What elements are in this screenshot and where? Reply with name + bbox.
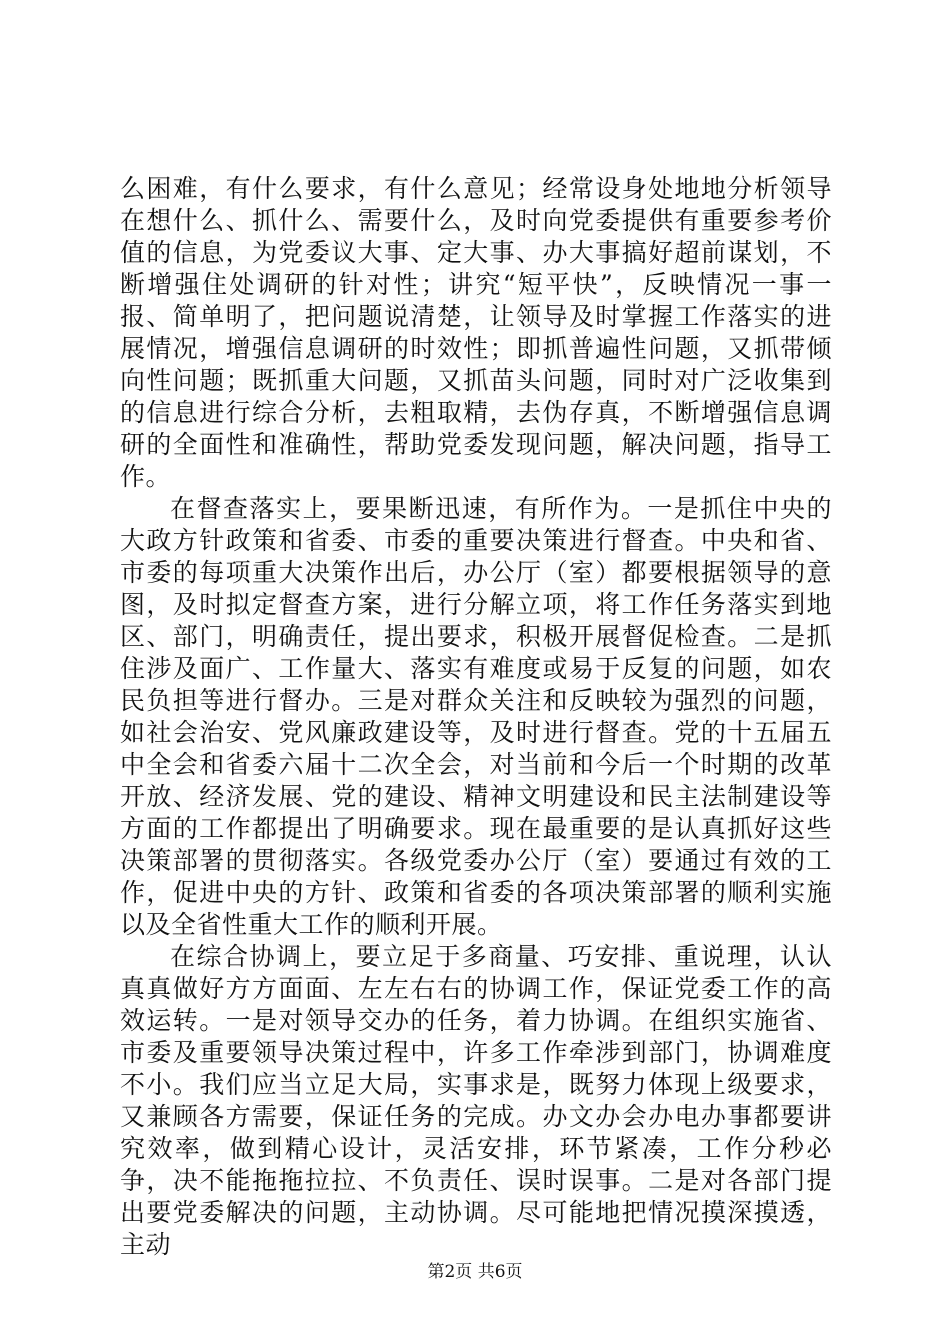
paragraph-coordination: 在综合协调上，要立足于多商量、巧安排、重说理，认认真真做好方方面面、左左右右的协调工作，保证党委工作的高效运转。一是对领导交办的任务，着力协调。在组织实施省、市委及重要领导决策过程中，许多工作牵涉到部门，协调难度不小。我们应当立足大局，实事求是，既努力体现上级要求，又兼顾各方需要，保证任务的完成。办文办会办电办事都要讲究效率，做到精心设计，灵活安排，环节紧凑，工作分秒必争，决不能拖拖拉拉、不负责任、误时误事。二是对各部门提出要党委解决的问题，主动协调。尽可能地把情况摸深摸透，主动 [120, 942, 832, 1259]
body-text [120, 173, 832, 1261]
paragraph-continuation: 么困难，有什么要求，有什么意见；经常设身处地地分析领导在想什么、抓什么、需要什么，及时向党委提供有重要参考价值的信息，为党委议大事、定大事、办大事搞好超前谋划，不断增强住处调研的针对性；讲究“短平快”，反映情况一事一报、简单明了，把问题说清楚，让领导及时掌握工作落实的进展情况，增强信息调研的时效性；即抓普遍性问题，又抓带倾向性问题；既抓重大问题，又抓苗头问题，同时对广泛收集到的信息进行综合分析，去粗取精，去伪存真，不断增强信息调研的全面性和准确性，帮助党委发现问题，解决问题，指导工作。 [120, 174, 832, 491]
paragraph-supervision: 在督查落实上，要果断迅速，有所作为。一是抓住中央的大政方针政策和省委、市委的重要决策进行督查。中央和省、市委的每项重大决策作出后，办公厅（室）都要根据领导的意图，及时拟定督查方案，进行分解立项，将工作任务落实到地区、部门，明确责任，提出要求，积极开展督促检查。二是抓住涉及面广、工作量大、落实有难度或易于反复的问题，如农民负担等进行督办。三是对群众关注和反映较为强烈的问题，如社会治安、党风廉政建设等，及时进行督查。党的十五届五中全会和省委六届十二次全会，对当前和今后一个时期的改革开放、经济发展、党的建设、精神文明建设和民主法制建设等方面的工作都提出了明确要求。现在最重要的是认真抓好这些决策部署的贯彻落实。各级党委办公厅（室）要通过有效的工作，促进中央的方针、政策和省委的各项决策部署的顺利实施以及全省性重大工作的顺利开展。 [120, 494, 832, 939]
page-number-footer: 第2页 共6页 [427, 1262, 523, 1282]
